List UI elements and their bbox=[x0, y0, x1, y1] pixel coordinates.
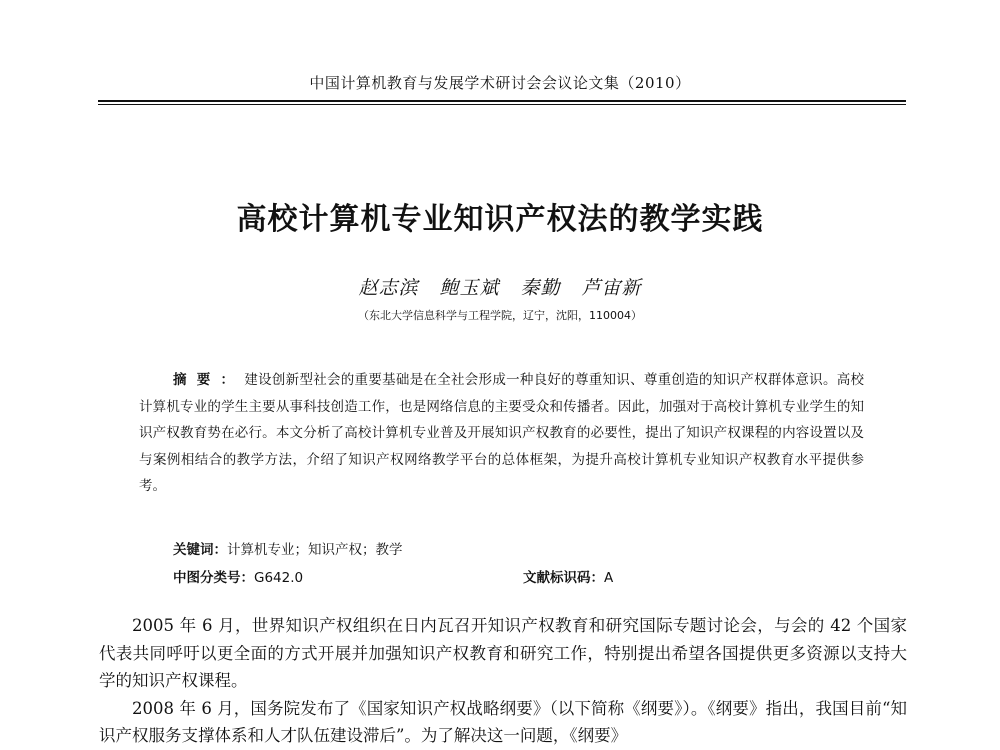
doc-code-row bbox=[523, 566, 613, 586]
body-text bbox=[99, 612, 907, 750]
body-paragraph: 2005 年 6 月，世界知识产权组织在日内瓦召开知识产权教育和研究国际专题讨论会，与会的 42 个国家代表共同呼吁以更全面的方式开展并加强知识产权教育和研究工作，特别提出希望各国提供更多资源以支持大学的知识产权课程。 bbox=[99, 616, 907, 690]
paper-title: 高校计算机专业知识产权法的教学实践 bbox=[236, 202, 764, 237]
running-head: 中国计算机教育与发展学术研讨会会议论文集（2010） bbox=[309, 74, 691, 92]
author-affiliation: （东北大学信息科学与工程学院，辽宁，沈阳，110004） bbox=[358, 309, 642, 322]
keywords-row bbox=[173, 538, 403, 558]
abstract-label: 摘要： bbox=[173, 372, 245, 388]
clc-value: G642.0 bbox=[254, 570, 304, 586]
abstract-text: 建设创新型社会的重要基础是在全社会形成一种良好的尊重知识、尊重创造的知识产权群体意识。高校计算机专业的学生主要从事科技创造工作，也是网络信息的主要受众和传播者。因此，加强对于高校计算机专业学生的知识产权教育势在必行。本文分析了高校计算机专业普及开展知识产权教育的必要性，提出了知识产权课程的内容设置以及与案例相结合的教学方法，介绍了知识产权网络教学平台的总体框架，为提升高校计算机专业知识产权教育水平提供参考。 bbox=[139, 372, 865, 494]
clc-row bbox=[173, 566, 303, 586]
header-rule-thin bbox=[98, 104, 906, 105]
abstract bbox=[139, 367, 864, 500]
author-list: 赵志滨 鲍玉斌 秦勤 芦宙新 bbox=[358, 277, 642, 299]
clc-label: 中图分类号： bbox=[173, 570, 254, 586]
keywords-label: 关键词： bbox=[173, 542, 227, 558]
body-paragraph: 2008 年 6 月，国务院发布了《国家知识产权战略纲要》（以下简称《纲要》）。《纲要》指出，我国目前“知识产权服务支撑体系和人才队伍建设滞后”。为了解决这一问题，《纲要》 bbox=[99, 698, 907, 745]
doc-code-label: 文献标识码： bbox=[523, 570, 604, 586]
doc-code-value: A bbox=[604, 570, 614, 586]
keywords-value: 计算机专业；知识产权；教学 bbox=[227, 542, 403, 558]
header-rule-thick bbox=[98, 100, 906, 102]
